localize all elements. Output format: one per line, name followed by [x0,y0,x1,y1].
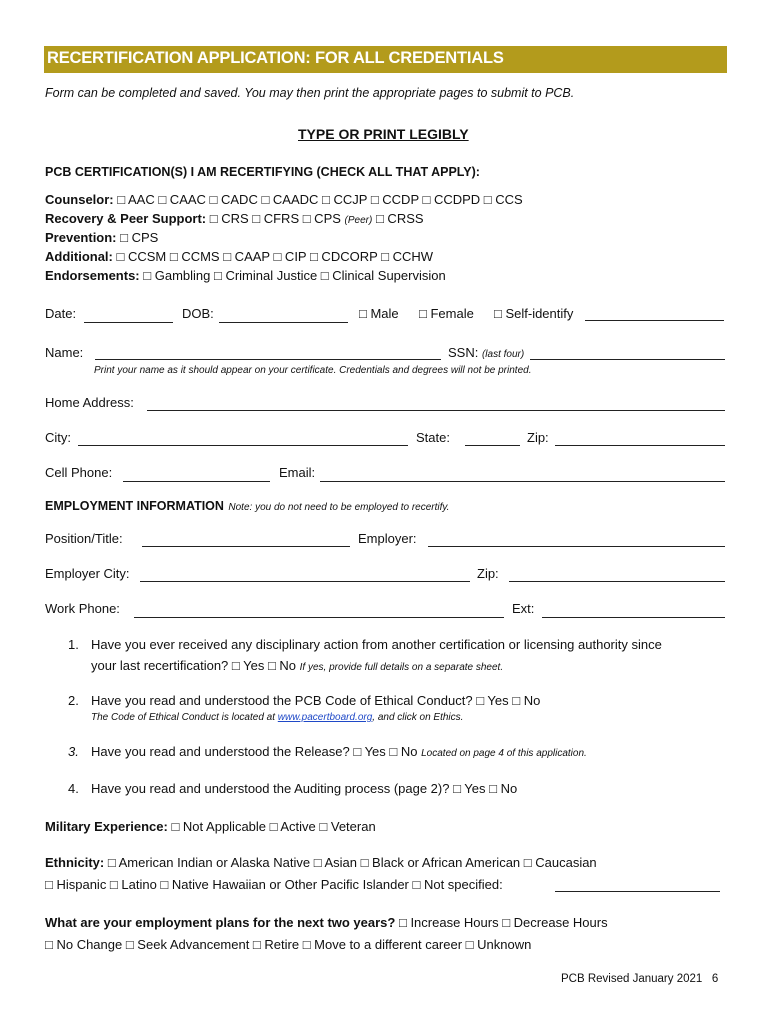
q2-note-pre: The Code of Ethical Conduct is located at [91,712,275,723]
cell-phone-field[interactable] [123,481,270,482]
home-address-field[interactable] [147,410,725,411]
prevention-checkboxes[interactable]: □ CPS [120,230,159,245]
employment-heading: EMPLOYMENT INFORMATION [45,499,224,513]
employer-zip-field[interactable] [509,581,725,582]
prevention-label: Prevention: [45,230,117,245]
employer-zip-label: Zip: [477,566,499,581]
prevention-row [45,230,158,245]
plans-row [45,915,608,930]
endorsements-label: Endorsements: [45,268,140,283]
position-label: Position/Title: [45,531,123,546]
employer-field[interactable] [428,546,725,547]
q2-text[interactable]: Have you read and understood the PCB Code of Ethical Conduct? □ Yes □ No [91,693,541,708]
plans-label: What are your employment plans for the next two years? [45,915,396,930]
work-phone-field[interactable] [134,617,504,618]
email-field[interactable] [320,481,725,482]
q3-number: 3. [68,744,79,759]
dob-field[interactable] [219,322,348,323]
q1-line2 [91,658,503,673]
plans-checkboxes[interactable]: □ Increase Hours □ Decrease Hours [398,915,608,930]
form-title: RECERTIFICATION APPLICATION: FOR ALL CREDENTIALS [47,49,504,67]
q2-note-post: , and click on Ethics. [372,712,464,723]
dob-label: DOB: [182,306,214,321]
recovery-label: Recovery & Peer Support: [45,211,207,226]
ext-field[interactable] [542,617,725,618]
ethnicity-not-specified-field[interactable] [555,891,720,892]
additional-checkboxes[interactable]: □ CCSM □ CCMS □ CAAP □ CIP □ CDCORP □ CCHW [116,249,434,264]
endorsements-checkboxes[interactable]: □ Gambling □ Criminal Justice □ Clinical Supervision [143,268,446,283]
date-field[interactable] [84,322,173,323]
q2-note [91,712,463,723]
additional-label: Additional: [45,249,113,264]
ethnicity-row [45,855,597,870]
city-label: City: [45,430,71,445]
form-subtitle: Form can be completed and saved. You may then print the appropriate pages to submit to PCB. [45,86,575,100]
cell-phone-label: Cell Phone: [45,465,113,480]
cert-heading: PCB CERTIFICATION(S) I AM RECERTIFYING (CHECK ALL THAT APPLY): [45,165,480,179]
ssn-label: SSN: [448,345,479,360]
type-print-legibly: TYPE OR PRINT LEGIBLY [298,126,469,142]
plans-checkboxes-2[interactable]: □ No Change □ Seek Advancement □ Retire □ Move to a different career □ Unknown [45,937,532,952]
position-field[interactable] [142,546,350,547]
ssn-note: (last four) [481,349,525,360]
recovery-checkboxes[interactable]: □ CRS □ CFRS □ CPS [209,211,341,226]
employer-city-field[interactable] [140,581,470,582]
employment-note: Note: you do not need to be employed to recertify. [228,502,450,513]
ethnicity-label: Ethnicity: [45,855,105,870]
footer [561,973,718,985]
q3-note: Located on page 4 of this application. [421,748,587,759]
pacertboard-link[interactable]: www.pacertboard.org [277,712,373,723]
employer-city-label: Employer City: [45,566,130,581]
self-identify-field[interactable] [585,320,724,321]
name-label: Name: [45,345,84,360]
q1-text: Have you ever received any disciplinary action from another certification or licensing authority since [91,637,662,652]
footer-revision: PCB Revised January 2021 [561,973,703,985]
state-field[interactable] [465,445,520,446]
employment-heading-row [45,497,449,515]
q1-options[interactable]: your last recertification? □ Yes □ No [91,658,297,673]
endorsements-row [45,268,446,283]
ssn-row [448,345,524,360]
home-address-label: Home Address: [45,395,134,410]
email-label: Email: [279,465,316,480]
state-label: State: [416,430,450,445]
self-identify-checkbox[interactable]: □ Self-identify [494,306,574,321]
name-note: Print your name as it should appear on your certificate. Credentials and degrees will not be printed. [94,365,532,376]
zip-field[interactable] [555,445,725,446]
q4-number: 4. [68,781,79,796]
page-number: 6 [711,973,719,985]
zip-label: Zip: [527,430,549,445]
q3-row [91,744,587,759]
q2-number: 2. [68,693,79,708]
military-label: Military Experience: [45,819,168,834]
ssn-field[interactable] [530,359,725,360]
counselor-row [45,192,523,207]
form-title-banner [44,46,727,73]
q1-number: 1. [68,637,79,652]
city-field[interactable] [78,445,408,446]
work-phone-label: Work Phone: [45,601,120,616]
military-checkboxes[interactable]: □ Not Applicable □ Active □ Veteran [171,819,376,834]
q1-note: If yes, provide full details on a separate sheet. [299,662,504,673]
employer-label: Employer: [358,531,417,546]
q4-text[interactable]: Have you read and understood the Auditing process (page 2)? □ Yes □ No [91,781,518,796]
recovery-row [45,211,424,226]
recovery-checkboxes-2[interactable]: □ CRSS [375,211,424,226]
military-row [45,819,376,834]
male-checkbox[interactable]: □ Male [359,306,399,321]
recovery-peer-note: (Peer) [344,215,373,226]
ext-label: Ext: [512,601,535,616]
female-checkbox[interactable]: □ Female [419,306,474,321]
counselor-checkboxes[interactable]: □ AAC □ CAAC □ CADC □ CAADC □ CCJP □ CCDP □ CCDPD □ CCS [117,192,523,207]
ethnicity-checkboxes[interactable]: □ American Indian or Alaska Native □ Asian □ Black or African American □ Caucasian [107,855,597,870]
q3-text[interactable]: Have you read and understood the Release? □ Yes □ No [91,744,418,759]
date-label: Date: [45,306,77,321]
additional-row [45,249,433,264]
ethnicity-checkboxes-2[interactable]: □ Hispanic □ Latino □ Native Hawaiian or Other Pacific Islander □ Not specified: [45,877,503,892]
name-field[interactable] [95,359,441,360]
counselor-label: Counselor: [45,192,114,207]
